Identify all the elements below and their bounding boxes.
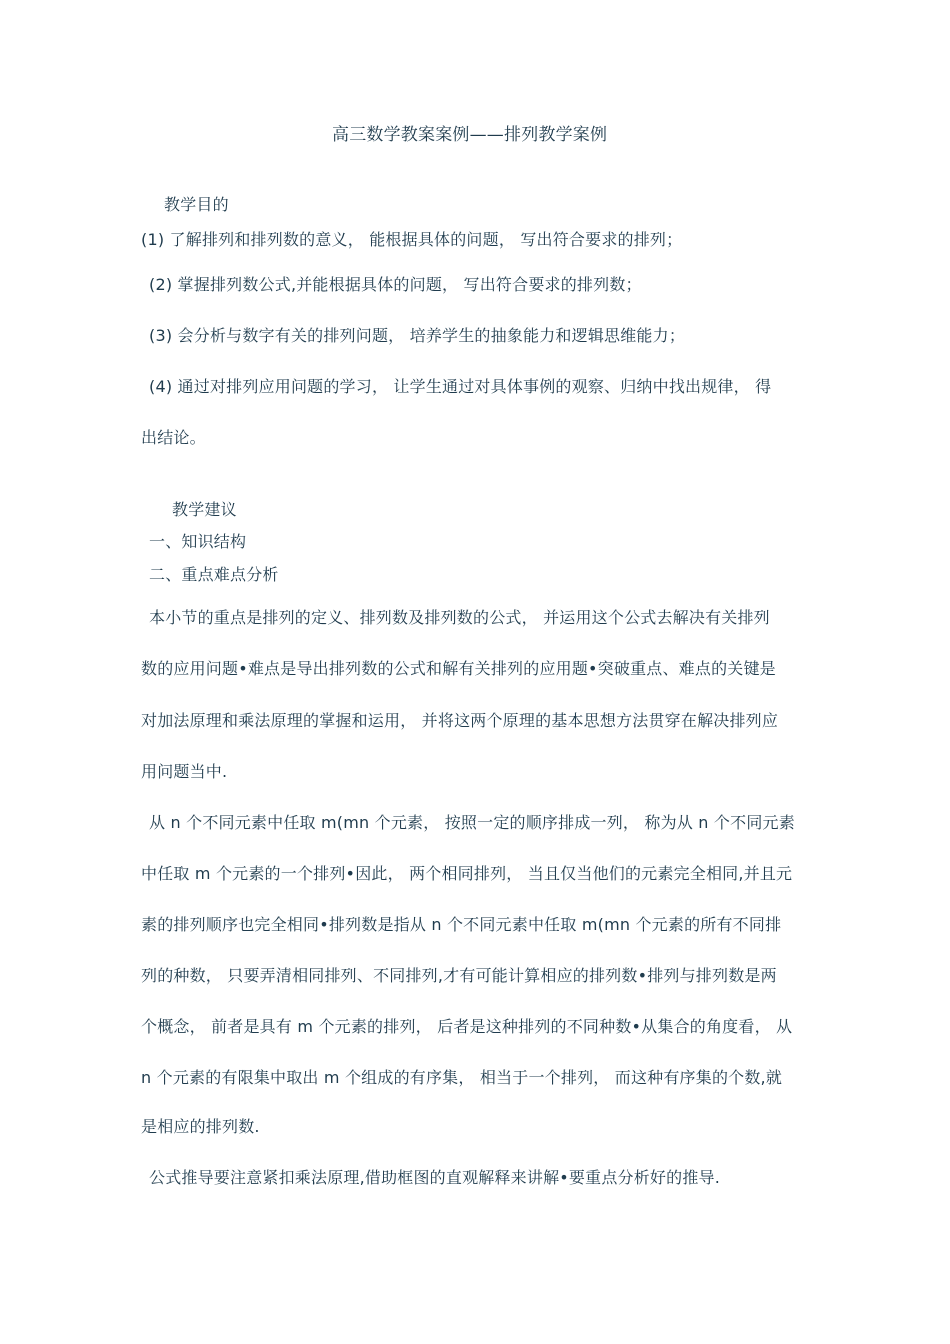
goal-item-1: (1) 了解排列和排列数的意义， 能根据具体的问题， 写出符合要求的排列； bbox=[141, 230, 683, 249]
goal-item-4-continued: 出结论。 bbox=[141, 428, 206, 447]
document-title: 高三数学教案案例——排列教学案例 bbox=[332, 125, 608, 145]
paragraph-line: 是相应的排列数. bbox=[141, 1117, 260, 1136]
subheading-key-difficulties: 二、重点难点分析 bbox=[149, 565, 279, 584]
goal-item-4: (4) 通过对排列应用问题的学习， 让学生通过对具体事例的观察、归纳中找出规律， 得 bbox=[149, 377, 772, 396]
paragraph-line: 对加法原理和乘法原理的掌握和运用， 并将这两个原理的基本思想方法贯穿在解决排列应 bbox=[141, 711, 779, 730]
paragraph-line: 中任取 m 个元素的一个排列•因此， 两个相同排列， 当且仅当他们的元素完全相同,并且元 bbox=[141, 864, 793, 883]
paragraph-line: 公式推导要注意紧扣乘法原理,借助框图的直观解释来讲解•要重点分析好的推导. bbox=[149, 1168, 721, 1187]
goal-item-3: (3) 会分析与数字有关的排列问题， 培养学生的抽象能力和逻辑思维能力； bbox=[149, 326, 686, 345]
paragraph-line: 数的应用问题•难点是导出排列数的公式和解有关排列的应用题•突破重点、难点的关键是 bbox=[141, 659, 776, 678]
paragraph-line: 从 n 个不同元素中任取 m(mn 个元素， 按照一定的顺序排成一列， 称为从 n 个不同元素 bbox=[149, 813, 795, 832]
paragraph-line: 个概念， 前者是具有 m 个元素的排列， 后者是这种排列的不同种数•从集合的角度看， 从 bbox=[141, 1017, 793, 1036]
paragraph-line: 素的排列顺序也完全相同•排列数是指从 n 个不同元素中任取 m(mn 个元素的所有不同排 bbox=[141, 915, 782, 934]
section-heading-teaching-goals: 教学目的 bbox=[164, 195, 229, 214]
paragraph-line: n 个元素的有限集中取出 m 个组成的有序集， 相当于一个排列， 而这种有序集的个数,就 bbox=[141, 1068, 783, 1087]
paragraph-line: 列的种数， 只要弄清相同排列、不同排列,才有可能计算相应的排列数•排列与排列数是两 bbox=[141, 966, 777, 985]
goal-item-2: (2) 掌握排列数公式,并能根据具体的问题， 写出符合要求的排列数； bbox=[149, 275, 642, 294]
paragraph-line: 本小节的重点是排列的定义、排列数及排列数的公式， 并运用这个公式去解决有关排列 bbox=[149, 608, 770, 627]
subheading-knowledge-structure: 一、知识结构 bbox=[149, 532, 247, 551]
paragraph-line: 用问题当中. bbox=[141, 762, 228, 781]
section-heading-teaching-suggestions: 教学建议 bbox=[172, 500, 237, 519]
